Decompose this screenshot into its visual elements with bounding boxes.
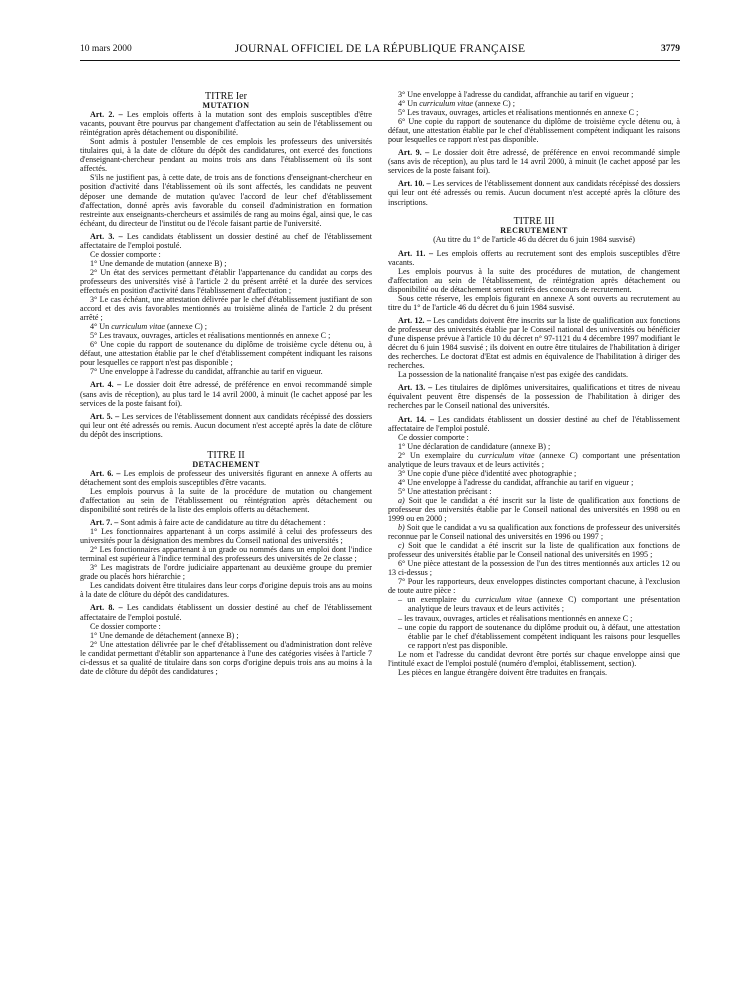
item-text: (annexe C) comportant une présentation analytique de leurs travaux et de leurs activités ; [408, 595, 680, 614]
article-text: Les candidats établissent un dossier destiné au chef de l'établissement affectataire de l'emploi postulé. [80, 231, 372, 250]
item-italic: curriculum vitae [419, 99, 473, 109]
sub-item-a [388, 496, 680, 523]
article-6 [80, 469, 372, 487]
article-13 [388, 383, 680, 410]
sub-item-letter: c) [398, 541, 405, 551]
list-item: 6° Une copie du rapport de soutenance du diplôme de troisième cycle détenu ou, à défaut, une attestation établie par le chef d'établissement compétent indiquant les raisons pour lesquelles ce rapport n'est pas disponible. [388, 117, 680, 145]
list-item: 5° Une attestation précisant : [398, 486, 492, 496]
paragraph: S'ils ne justifient pas, à cette date, de trois ans de fonctions d'enseignant-chercheur en position d'activité dans l'établissement où ils sont affectés, les candidats ne peuvent déposer une demande de mutation qu'avec l'accord de leur chef d'établissement d'affectation, donné après avis favorable du conseil d'administration en formation restreinte aux enseignants-chercheurs et assimilés de rang au moins égal, ainsi que, le cas échéant, du directeur de l'institut ou de l'école faisant partie de l'université. [80, 173, 372, 228]
paragraph: La possession de la nationalité française n'est pas exigée des candidats. [398, 370, 629, 380]
list-item: 6° Une copie du rapport de soutenance du diplôme de troisième cycle détenu ou, à défaut, une attestation établie par le chef d'établissement compétent indiquant les raisons pour lesquelles ce rapport n'est pas disponible ; [80, 340, 372, 368]
list-item: 1° Une déclaration de candidature (annexe B) ; [398, 441, 551, 451]
list-item [388, 451, 680, 469]
article-5 [80, 412, 372, 439]
list-item: 1° Une demande de mutation (annexe B) ; [90, 258, 227, 268]
paragraph: Sont admis à postuler l'ensemble de ces emplois les professeurs des universités titulaires qui, à la date de clôture du dépôt des candidatures, ont exercé des fonctions d'enseignant-chercheur pendant au moins trois ans dans l'établissement où ils sont affectés. [80, 137, 372, 174]
bullet-item [388, 595, 680, 613]
article-label: Art. 8. – [90, 603, 123, 613]
paragraph: Les emplois pourvus à la suite des procédures de mutation, de changement d'affectation au sein de l'établissement, de réintégration après détachement ou disponibilité ou de détachement seront retirés des concours de recrutement. [388, 266, 680, 294]
article-text: Les services de l'établissement donnent aux candidats récépissé des dossiers qui leur ont été adressés ou remis. Aucun document n'est accepté après la clôture des inscriptions. [388, 179, 680, 207]
article-text: Les candidats établissent un dossier destiné au chef de l'établissement affectataire de l'emploi postulé. [388, 414, 680, 433]
sub-item-c [388, 541, 680, 559]
article-14 [388, 415, 680, 433]
article-7 [80, 518, 372, 527]
titre-1-subheading: MUTATION [202, 101, 250, 111]
article-label: Art. 5. – [90, 411, 120, 421]
list-item: 2° Une attestation délivrée par le chef d'établissement ou d'administration dont relève le candidat permettant d'établir son appartenance à l'une des catégories visées à l'article 7 ci-dessus et sa qualité de titulaire dans son corps d'origine depuis trois ans au moins à la date de clôture du dépôt des candidatures ; [80, 639, 372, 676]
item-italic: curriculum vitae [478, 450, 535, 460]
titre-3-heading: TITRE III [513, 215, 555, 227]
item-text: – un exemplaire du [398, 595, 470, 605]
item-text: Soit que le candidat a vu sa qualification aux fonctions de professeur des universités reconnue par le Conseil national des universités en 1996 ou 1997 ; [388, 523, 681, 542]
article-4 [80, 380, 372, 407]
header-date: 10 mars 2000 [80, 44, 132, 54]
list-item: 7° Pour les rapporteurs, deux enveloppes distinctes comportant chacune, à l'exclusion de toute autre pièce : [388, 577, 680, 596]
titre-2-subheading: DETACHEMENT [192, 459, 260, 469]
titre-2-heading: TITRE II [207, 449, 245, 461]
article-label: Art. 7. – [90, 518, 119, 528]
article-8 [80, 603, 372, 621]
article-10 [388, 179, 680, 206]
list-item: 6° Une pièce attestant de la possession de l'un des titres mentionnés aux articles 12 ou 13 ci-dessus ; [388, 559, 680, 578]
article-text: Les candidats établissent un dossier destiné au chef de l'établissement affectataire de l'emploi postulé. [80, 603, 372, 622]
article-label: Art. 3. – [90, 231, 123, 241]
bullet-item: – les travaux, ouvrages, articles et réalisations mentionnés en annexe C ; [398, 613, 633, 623]
item-italic: curriculum vitae [111, 322, 165, 332]
sub-item-letter: a) [398, 495, 405, 505]
article-text: Les services de l'établissement donnent aux candidats récépissé des dossiers qui leur ont été adressés ou remis. Aucun document n'est accepté après la date de clôture du dépôt des inscriptions. [80, 411, 372, 439]
list-item: 3° Une enveloppe à l'adresse du candidat, affranchie au tarif en vigueur ; [398, 90, 634, 99]
paragraph: Ce dossier comporte : [398, 432, 469, 442]
article-text: Les candidats doivent être inscrits sur la liste de qualification aux fonctions de professeur des universités établie par le Conseil national des universités ou bénéficier d'une dispense prévue à l'article 10 du décret n° 97-1121 du 4 décembre 1997 modifiant le décret du 6 juin 1984 susvisé ; ils doivent en outre être titulaires de l'habilitation à diriger des recherches. Le doctorat d'Etat est admis en équivalence de l'habilitation à diriger des recherches. [388, 316, 680, 371]
list-item: 3° Une copie d'une pièce d'identité avec photographie ; [398, 468, 577, 478]
article-text: Le dossier doit être adressé, de préférence en envoi recommandé simple (sans avis de réception), au plus tard le 14 avril 2000, à minuit (le cachet apposé par les services de la poste faisant foi). [388, 148, 681, 176]
item-text: 4° Un [90, 322, 110, 332]
article-label: Art. 4. – [90, 380, 122, 390]
article-text: Le dossier doit être adressé, de préférence en envoi recommandé simple (sans avis de réception), au plus tard le 14 avril 2000, à minuit (le cachet apposé par les services de la poste faisant foi). [80, 380, 373, 408]
article-label: Art. 14. – [398, 414, 435, 424]
list-item: 1° Une demande de détachement (annexe B) ; [90, 630, 239, 640]
article-text: Les emplois offerts à la mutation sont des emplois susceptibles d'être vacants, pouvant être pourvus par changement d'affectation au sein de l'établissement ou réintégration après détachement ou disponibilité. [80, 110, 372, 138]
paragraph: Sous cette réserve, les emplois figurant en annexe A sont ouverts au recrutement au titre du 1° de l'article 46 du décret du 6 juin 1984 susvisé. [388, 293, 680, 312]
paragraph: Les emplois pourvus à la suite de la procédure de mutation ou changement d'affectation au sein de l'établissement ou réintégration après détachement ou disponibilité sont retirés de la liste des emplois offerts au détachement. [80, 486, 372, 515]
list-item: 7° Une enveloppe à l'adresse du candidat, affranchie au tarif en vigueur. [90, 367, 323, 377]
article-text: Les emplois de professeur des universités figurant en annexe A offerts au détachement sont des emplois susceptibles d'être vacants. [80, 468, 372, 487]
item-text: (annexe C) ; [167, 322, 208, 332]
article-label: Art. 13. – [398, 383, 433, 393]
list-item: 4° Une enveloppe à l'adresse du candidat, affranchie au tarif en vigueur ; [398, 477, 634, 487]
titre-3-note: (Au titre du 1° de l'article 46 du décret du 6 juin 1984 susvisé) [433, 234, 635, 244]
article-text: Les emplois offerts au recrutement sont des emplois susceptibles d'être vacants. [388, 248, 681, 267]
journal-title: JOURNAL OFFICIEL DE LA RÉPUBLIQUE FRANÇAISE [234, 43, 526, 55]
article-label: Art. 2. – [90, 110, 123, 120]
sub-item-b [388, 523, 680, 541]
article-text: Les titulaires de diplômes universitaires, qualifications et titres de niveau équivalent peuvent être dispensés de la possession de l'habilitation à diriger des recherches par le Conseil national des universités. [388, 383, 680, 411]
titre-3-subheading: RECRUTEMENT [500, 225, 568, 235]
header-rule [80, 60, 680, 61]
article-label: Art. 10. – [398, 179, 431, 189]
paragraph: Les candidats doivent être titulaires dans leur corps d'origine depuis trois ans au moins à la date de clôture du dépôt des candidatures. [80, 581, 372, 600]
list-item: 3° Les magistrats de l'ordre judiciaire appartenant au deuxième groupe du premier grade ou placés hors hiérarchie ; [80, 563, 372, 582]
article-text: Sont admis à faire acte de candidature au titre du détachement : [120, 518, 326, 528]
article-3 [80, 232, 372, 250]
titre-1-heading: TITRE Ier [205, 91, 247, 102]
item-italic: curriculum vitae [475, 595, 533, 605]
article-9 [388, 148, 680, 175]
paragraph: Le nom et l'adresse du candidat devront être portés sur chaque enveloppe ainsi que l'intitulé exact de l'emploi postulé (numéro d'emploi, établissement, section). [388, 649, 680, 668]
article-11 [388, 249, 680, 267]
sub-item-letter: b) [398, 523, 405, 533]
item-text: (annexe C) ; [475, 99, 516, 109]
item-text: 4° Un [398, 99, 418, 109]
item-text: Soit que le candidat a été inscrit sur la liste de qualification aux fonctions de professeur des universités établie par le Conseil national des universités en 1998 ou en 1999 ou en 2000 ; [388, 495, 680, 524]
paragraph: Ce dossier comporte : [90, 249, 161, 259]
article-label: Art. 6. – [90, 468, 121, 478]
list-item: 2° Un état des services permettant d'établir l'appartenance du candidat au corps des professeurs des universités visé à l'article 2 du présent arrêté et la durée des services effectués en position d'activité dans l'établissement d'affectation ; [80, 267, 372, 295]
left-column [80, 92, 372, 676]
article-label: Art. 11. – [398, 248, 434, 258]
list-item: 3° Le cas échéant, une attestation délivrée par le chef d'établissement justifiant de son accord et des avis favorables mentionnés au troisième alinéa de l'article 2 du présent arrêté ; [80, 295, 372, 323]
item-text: Soit que le candidat a été inscrit sur la liste de qualification aux fonctions de professeur des universités établie par le Conseil national des universités en 1995 ; [388, 541, 680, 560]
article-12 [388, 316, 680, 370]
right-column [388, 90, 680, 677]
list-item: 2° Les fonctionnaires appartenant à un grade ou nommés dans un emploi dont l'indice terminal est supérieur à l'indice terminal des professeurs des universités de 2e classe ; [80, 545, 372, 564]
page-number: 3779 [661, 44, 680, 54]
article-2 [80, 110, 372, 137]
page-header [80, 44, 680, 58]
list-item [388, 99, 680, 108]
bullet-item: – une copie du rapport de soutenance du diplôme produit ou, à défaut, une attestation établie par le chef d'établissement compétent indiquant les raisons pour lesquelles ce rapport n'est pas disponible. [398, 622, 680, 650]
item-text: (annexe C) comportant une présentation analytique de leurs travaux et de leurs activités ; [388, 450, 680, 469]
list-item: 5° Les travaux, ouvrages, articles et réalisations mentionnés en annexe C ; [398, 108, 639, 118]
list-item: 1° Les fonctionnaires appartenant à un corps assimilé à celui des professeurs des universités pour la désignation des membres du Conseil national des universités ; [80, 527, 372, 546]
list-item: 5° Les travaux, ouvrages, articles et réalisations mentionnés en annexe C ; [90, 331, 331, 341]
list-item [80, 322, 372, 331]
article-label: Art. 9. – [398, 148, 430, 158]
item-text: 2° Un exemplaire du [398, 450, 474, 460]
paragraph: Ce dossier comporte : [90, 621, 161, 631]
paragraph: Les pièces en langue étrangère doivent être traduites en français. [398, 667, 607, 677]
article-label: Art. 12. – [398, 316, 431, 326]
